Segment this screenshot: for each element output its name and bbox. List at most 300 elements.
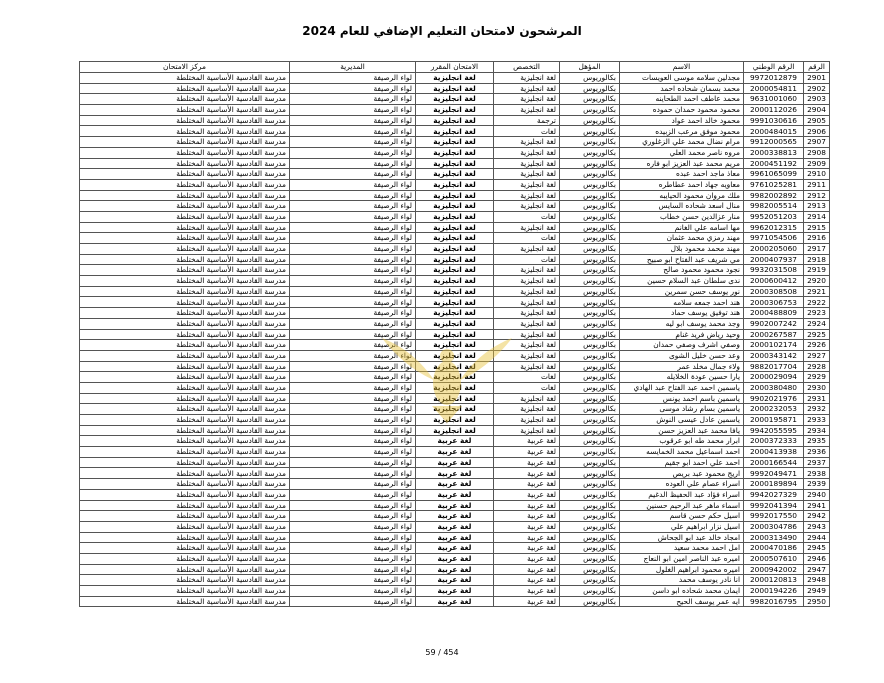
cell-qualification: بكالوريوس: [560, 479, 620, 490]
cell-serial: 2923: [804, 308, 830, 319]
cell-directorate: لواء الرصيفة: [290, 265, 416, 276]
cell-serial: 2912: [804, 190, 830, 201]
cell-specialization: لغة عربية: [494, 586, 560, 597]
cell-specialization: لغة عربية: [494, 500, 560, 511]
cell-center: مدرسة القادسية الأساسية المختلطة: [80, 147, 290, 158]
cell-specialization: لغة انجليزية: [494, 179, 560, 190]
cell-national-id: 2000166544: [744, 457, 804, 468]
cell-name: معاويه جهاد احمد عطاطره: [620, 179, 744, 190]
cell-serial: 2901: [804, 73, 830, 84]
table-header-row: [80, 62, 830, 73]
cell-exam: لغة انجليزية: [416, 404, 494, 415]
cell-exam: لغة عربية: [416, 447, 494, 458]
cell-serial: 2919: [804, 265, 830, 276]
cell-qualification: بكالوريوس: [560, 436, 620, 447]
cell-exam: لغة انجليزية: [416, 233, 494, 244]
cell-specialization: لغة انجليزية: [494, 73, 560, 84]
cell-exam: لغة عربية: [416, 553, 494, 564]
table-row: [80, 222, 830, 233]
cell-name: مها اسامه علي الغانم: [620, 222, 744, 233]
table-row: [80, 361, 830, 372]
cell-specialization: لغة انجليزية: [494, 276, 560, 287]
cell-exam: لغة انجليزية: [416, 286, 494, 297]
cell-specialization: لغة انجليزية: [494, 393, 560, 404]
cell-center: مدرسة القادسية الأساسية المختلطة: [80, 222, 290, 233]
cell-qualification: بكالوريوس: [560, 500, 620, 511]
cell-directorate: لواء الرصيفة: [290, 489, 416, 500]
table-row: [80, 158, 830, 169]
cell-serial: 2935: [804, 436, 830, 447]
cell-qualification: بكالوريوس: [560, 137, 620, 148]
cell-qualification: بكالوريوس: [560, 489, 620, 500]
cell-national-id: 2000195871: [744, 415, 804, 426]
cell-national-id: 2000942002: [744, 564, 804, 575]
cell-directorate: لواء الرصيفة: [290, 511, 416, 522]
table-row: [80, 511, 830, 522]
cell-national-id: 9912000565: [744, 137, 804, 148]
cell-serial: 2946: [804, 553, 830, 564]
cell-exam: لغة انجليزية: [416, 361, 494, 372]
cell-directorate: لواء الرصيفة: [290, 340, 416, 351]
cell-qualification: بكالوريوس: [560, 126, 620, 137]
cell-specialization: لغة عربية: [494, 457, 560, 468]
cell-national-id: 2000120813: [744, 575, 804, 586]
cell-directorate: لواء الرصيفة: [290, 222, 416, 233]
cell-exam: لغة انجليزية: [416, 179, 494, 190]
cell-exam: لغة انجليزية: [416, 105, 494, 116]
header-directorate: المديرية: [290, 62, 416, 73]
cell-exam: لغة انجليزية: [416, 115, 494, 126]
cell-center: مدرسة القادسية الأساسية المختلطة: [80, 329, 290, 340]
cell-serial: 2903: [804, 94, 830, 105]
cell-national-id: 9962012315: [744, 222, 804, 233]
cell-specialization: لغة انجليزية: [494, 415, 560, 426]
cell-specialization: لغة عربية: [494, 436, 560, 447]
table-row: [80, 404, 830, 415]
cell-center: مدرسة القادسية الأساسية المختلطة: [80, 318, 290, 329]
cell-name: اسراء عصام علي العوده: [620, 479, 744, 490]
cell-national-id: 2000484015: [744, 126, 804, 137]
cell-serial: 2948: [804, 575, 830, 586]
cell-qualification: بكالوريوس: [560, 404, 620, 415]
cell-specialization: لغات: [494, 233, 560, 244]
cell-specialization: لغة عربية: [494, 564, 560, 575]
cell-center: مدرسة القادسية الأساسية المختلطة: [80, 297, 290, 308]
cell-center: مدرسة القادسية الأساسية المختلطة: [80, 350, 290, 361]
cell-center: مدرسة القادسية الأساسية المختلطة: [80, 436, 290, 447]
header-qualification: المؤهل: [560, 62, 620, 73]
cell-center: مدرسة القادسية الأساسية المختلطة: [80, 233, 290, 244]
cell-exam: لغة عربية: [416, 521, 494, 532]
cell-national-id: 2000205060: [744, 244, 804, 255]
cell-exam: لغة انجليزية: [416, 169, 494, 180]
cell-name: ياسمين عادل عيسى النوش: [620, 415, 744, 426]
cell-name: ياسمين بسام رشاد موسى: [620, 404, 744, 415]
cell-name: مهند محمد محمود بلال: [620, 244, 744, 255]
table-row: [80, 553, 830, 564]
cell-center: مدرسة القادسية الأساسية المختلطة: [80, 596, 290, 607]
table-row: [80, 83, 830, 94]
table-row: [80, 340, 830, 351]
cell-serial: 2931: [804, 393, 830, 404]
cell-qualification: بكالوريوس: [560, 586, 620, 597]
cell-name: ايمان محمد شحاده ابو داسن: [620, 586, 744, 597]
cell-serial: 2914: [804, 211, 830, 222]
cell-center: مدرسة القادسية الأساسية المختلطة: [80, 211, 290, 222]
cell-qualification: بكالوريوس: [560, 382, 620, 393]
cell-qualification: بكالوريوس: [560, 393, 620, 404]
cell-directorate: لواء الرصيفة: [290, 211, 416, 222]
cell-serial: 2943: [804, 521, 830, 532]
cell-center: مدرسة القادسية الأساسية المختلطة: [80, 575, 290, 586]
cell-qualification: بكالوريوس: [560, 94, 620, 105]
cell-national-id: 9992049471: [744, 468, 804, 479]
cell-serial: 2945: [804, 543, 830, 554]
table-row: [80, 457, 830, 468]
table-row: [80, 297, 830, 308]
cell-serial: 2926: [804, 340, 830, 351]
cell-center: مدرسة القادسية الأساسية المختلطة: [80, 115, 290, 126]
cell-directorate: لواء الرصيفة: [290, 308, 416, 319]
table-row: [80, 73, 830, 84]
cell-exam: لغة انجليزية: [416, 254, 494, 265]
cell-directorate: لواء الرصيفة: [290, 233, 416, 244]
cell-national-id: 2000112026: [744, 105, 804, 116]
table-row: [80, 105, 830, 116]
cell-national-id: 2000189894: [744, 479, 804, 490]
table-row: [80, 94, 830, 105]
cell-directorate: لواء الرصيفة: [290, 137, 416, 148]
cell-qualification: بكالوريوس: [560, 415, 620, 426]
cell-national-id: 2000102174: [744, 340, 804, 351]
cell-national-id: 9932031508: [744, 265, 804, 276]
cell-serial: 2933: [804, 415, 830, 426]
cell-qualification: بكالوريوس: [560, 73, 620, 84]
header-specialization: التخصص: [494, 62, 560, 73]
cell-name: اسماء ماهر عبد الرحيم حسنين: [620, 500, 744, 511]
cell-directorate: لواء الرصيفة: [290, 73, 416, 84]
cell-qualification: بكالوريوس: [560, 511, 620, 522]
cell-specialization: لغة انجليزية: [494, 94, 560, 105]
cell-name: اسيل نزار ابراهيم علي: [620, 521, 744, 532]
cell-serial: 2921: [804, 286, 830, 297]
table-row: [80, 147, 830, 158]
cell-directorate: لواء الرصيفة: [290, 596, 416, 607]
table-row: [80, 265, 830, 276]
cell-center: مدرسة القادسية الأساسية المختلطة: [80, 564, 290, 575]
table-row: [80, 244, 830, 255]
cell-serial: 2939: [804, 479, 830, 490]
cell-name: انا نادر يوسف محمد: [620, 575, 744, 586]
cell-exam: لغة انجليزية: [416, 329, 494, 340]
cell-center: مدرسة القادسية الأساسية المختلطة: [80, 340, 290, 351]
cell-center: مدرسة القادسية الأساسية المختلطة: [80, 73, 290, 84]
cell-exam: لغة انجليزية: [416, 94, 494, 105]
cell-name: مرام نضال محمد علي الزغلوري: [620, 137, 744, 148]
table-row: [80, 233, 830, 244]
cell-center: مدرسة القادسية الأساسية المختلطة: [80, 500, 290, 511]
cell-specialization: لغة انجليزية: [494, 222, 560, 233]
cell-center: مدرسة القادسية الأساسية المختلطة: [80, 447, 290, 458]
cell-specialization: لغة عربية: [494, 521, 560, 532]
cell-serial: 2909: [804, 158, 830, 169]
cell-exam: لغة انجليزية: [416, 393, 494, 404]
cell-specialization: لغة عربية: [494, 489, 560, 500]
cell-specialization: ترجمة: [494, 115, 560, 126]
cell-specialization: لغات: [494, 211, 560, 222]
cell-center: مدرسة القادسية الأساسية المختلطة: [80, 415, 290, 426]
table-row: [80, 169, 830, 180]
cell-qualification: بكالوريوس: [560, 158, 620, 169]
cell-exam: لغة عربية: [416, 586, 494, 597]
cell-directorate: لواء الرصيفة: [290, 286, 416, 297]
cell-qualification: بكالوريوس: [560, 297, 620, 308]
cell-qualification: بكالوريوس: [560, 564, 620, 575]
table-row: [80, 468, 830, 479]
cell-directorate: لواء الرصيفة: [290, 457, 416, 468]
cell-serial: 2940: [804, 489, 830, 500]
cell-directorate: لواء الرصيفة: [290, 190, 416, 201]
cell-directorate: لواء الرصيفة: [290, 147, 416, 158]
cell-national-id: 9992041394: [744, 500, 804, 511]
cell-specialization: لغة انجليزية: [494, 361, 560, 372]
cell-center: مدرسة القادسية الأساسية المختلطة: [80, 169, 290, 180]
cell-center: مدرسة القادسية الأساسية المختلطة: [80, 286, 290, 297]
cell-name: منار عزالدين حسن خطاب: [620, 211, 744, 222]
cell-specialization: لغة انجليزية: [494, 425, 560, 436]
cell-qualification: بكالوريوس: [560, 244, 620, 255]
cell-center: مدرسة القادسية الأساسية المختلطة: [80, 425, 290, 436]
cell-exam: لغة عربية: [416, 468, 494, 479]
cell-directorate: لواء الرصيفة: [290, 350, 416, 361]
cell-directorate: لواء الرصيفة: [290, 83, 416, 94]
cell-qualification: بكالوريوس: [560, 308, 620, 319]
cell-qualification: بكالوريوس: [560, 201, 620, 212]
cell-national-id: 9902021976: [744, 393, 804, 404]
cell-serial: 2905: [804, 115, 830, 126]
cell-name: يافا محمد عبد العزيز حسن: [620, 425, 744, 436]
cell-qualification: بكالوريوس: [560, 147, 620, 158]
page-number: 59 / 454: [425, 648, 459, 657]
cell-qualification: بكالوريوس: [560, 83, 620, 94]
cell-specialization: لغة انجليزية: [494, 329, 560, 340]
table-row: [80, 415, 830, 426]
cell-center: مدرسة القادسية الأساسية المختلطة: [80, 105, 290, 116]
cell-directorate: لواء الرصيفة: [290, 94, 416, 105]
cell-specialization: لغة عربية: [494, 575, 560, 586]
cell-specialization: لغة انجليزية: [494, 244, 560, 255]
cell-name: محمد عاطف احمد الطحاينه: [620, 94, 744, 105]
cell-name: وجد محمد يوسف ابو ليه: [620, 318, 744, 329]
cell-name: ياسمين احمد عبد الفتاح عبد الهادي: [620, 382, 744, 393]
cell-directorate: لواء الرصيفة: [290, 372, 416, 383]
cell-qualification: بكالوريوس: [560, 340, 620, 351]
cell-serial: 2916: [804, 233, 830, 244]
table-row: [80, 596, 830, 607]
cell-national-id: 2000380480: [744, 382, 804, 393]
table-row: [80, 447, 830, 458]
cell-specialization: لغات: [494, 126, 560, 137]
cell-national-id: 9991030616: [744, 115, 804, 126]
cell-directorate: لواء الرصيفة: [290, 158, 416, 169]
cell-center: مدرسة القادسية الأساسية المختلطة: [80, 468, 290, 479]
cell-name: مجدلين سلامه موسى العويسات: [620, 73, 744, 84]
cell-name: ولاء جمال مخلد عمر: [620, 361, 744, 372]
cell-exam: لغة انجليزية: [416, 372, 494, 383]
cell-name: احمد علي احمد ابو جقيم: [620, 457, 744, 468]
cell-center: مدرسة القادسية الأساسية المختلطة: [80, 308, 290, 319]
cell-exam: لغة انجليزية: [416, 126, 494, 137]
cell-serial: 2942: [804, 511, 830, 522]
cell-name: وعد حسن خليل الشوى: [620, 350, 744, 361]
cell-serial: 2920: [804, 276, 830, 287]
cell-specialization: لغة عربية: [494, 596, 560, 607]
cell-national-id: 9992017550: [744, 511, 804, 522]
cell-exam: لغة انجليزية: [416, 190, 494, 201]
table-row: [80, 532, 830, 543]
cell-national-id: 2000194226: [744, 586, 804, 597]
cell-center: مدرسة القادسية الأساسية المختلطة: [80, 137, 290, 148]
cell-directorate: لواء الرصيفة: [290, 254, 416, 265]
cell-name: نجود محمود محمود صالح: [620, 265, 744, 276]
cell-name: امل احمد محمد سعيد: [620, 543, 744, 554]
cell-exam: لغة انجليزية: [416, 73, 494, 84]
cell-serial: 2917: [804, 244, 830, 255]
cell-national-id: 2000308508: [744, 286, 804, 297]
cell-name: ندى سلطان عبد السلام حسين: [620, 276, 744, 287]
cell-qualification: بكالوريوس: [560, 265, 620, 276]
cell-qualification: بكالوريوس: [560, 329, 620, 340]
table-row: [80, 543, 830, 554]
cell-specialization: لغة انجليزية: [494, 318, 560, 329]
table-row: [80, 500, 830, 511]
cell-name: اميره محمود ابراهيم الغلول: [620, 564, 744, 575]
cell-serial: 2911: [804, 179, 830, 190]
cell-directorate: لواء الرصيفة: [290, 468, 416, 479]
cell-name: يارا حسين عودة الخلايله: [620, 372, 744, 383]
cell-exam: لغة انجليزية: [416, 244, 494, 255]
cell-qualification: بكالوريوس: [560, 286, 620, 297]
cell-qualification: بكالوريوس: [560, 361, 620, 372]
cell-name: منال اسعد شحاده السايس: [620, 201, 744, 212]
cell-name: محمود خالد احمد عواد: [620, 115, 744, 126]
cell-name: نور يوسف حسن سمرين: [620, 286, 744, 297]
table-row: [80, 115, 830, 126]
table-row: [80, 286, 830, 297]
cell-name: اميره عبد الناصر امين ابو النعاج: [620, 553, 744, 564]
cell-exam: لغة عربية: [416, 489, 494, 500]
cell-serial: 2910: [804, 169, 830, 180]
cell-serial: 2930: [804, 382, 830, 393]
cell-qualification: بكالوريوس: [560, 179, 620, 190]
cell-national-id: 9902007242: [744, 318, 804, 329]
table-row: [80, 564, 830, 575]
cell-serial: 2922: [804, 297, 830, 308]
cell-national-id: 2000343142: [744, 350, 804, 361]
cell-center: مدرسة القادسية الأساسية المختلطة: [80, 372, 290, 383]
cell-exam: لغة عربية: [416, 511, 494, 522]
cell-exam: لغة انجليزية: [416, 137, 494, 148]
cell-specialization: لغة انجليزية: [494, 169, 560, 180]
cell-national-id: 9942027329: [744, 489, 804, 500]
cell-specialization: لغة انجليزية: [494, 105, 560, 116]
cell-directorate: لواء الرصيفة: [290, 575, 416, 586]
cell-directorate: لواء الرصيفة: [290, 479, 416, 490]
cell-exam: لغة عربية: [416, 500, 494, 511]
table-row: [80, 201, 830, 212]
cell-name: وصفي اشرف وصفي حمدان: [620, 340, 744, 351]
cell-exam: لغة عربية: [416, 532, 494, 543]
cell-directorate: لواء الرصيفة: [290, 415, 416, 426]
header-serial: الرقم: [804, 62, 830, 73]
cell-qualification: بكالوريوس: [560, 521, 620, 532]
cell-national-id: 2000600412: [744, 276, 804, 287]
table-row: [80, 521, 830, 532]
header-center: مركز الامتحان: [80, 62, 290, 73]
table-row: [80, 489, 830, 500]
cell-directorate: لواء الرصيفة: [290, 393, 416, 404]
cell-name: امجاد خالد عبد ابو الجحاش: [620, 532, 744, 543]
cell-directorate: لواء الرصيفة: [290, 404, 416, 415]
cell-center: مدرسة القادسية الأساسية المختلطة: [80, 265, 290, 276]
cell-serial: 2927: [804, 350, 830, 361]
cell-exam: لغة انجليزية: [416, 211, 494, 222]
cell-national-id: 9882017704: [744, 361, 804, 372]
cell-specialization: لغة انجليزية: [494, 297, 560, 308]
cell-serial: 2944: [804, 532, 830, 543]
cell-qualification: بكالوريوس: [560, 169, 620, 180]
cell-specialization: لغات: [494, 382, 560, 393]
cell-center: مدرسة القادسية الأساسية المختلطة: [80, 190, 290, 201]
cell-serial: 2904: [804, 105, 830, 116]
cell-specialization: لغة انجليزية: [494, 201, 560, 212]
cell-qualification: بكالوريوس: [560, 468, 620, 479]
cell-national-id: 9631001060: [744, 94, 804, 105]
cell-exam: لغة عربية: [416, 436, 494, 447]
cell-directorate: لواء الرصيفة: [290, 436, 416, 447]
cell-specialization: لغة عربية: [494, 511, 560, 522]
cell-qualification: بكالوريوس: [560, 543, 620, 554]
cell-national-id: 2000413938: [744, 447, 804, 458]
cell-national-id: 9971054506: [744, 233, 804, 244]
cell-exam: لغة عربية: [416, 457, 494, 468]
cell-name: ايه عمر يوسف الحيح: [620, 596, 744, 607]
cell-center: مدرسة القادسية الأساسية المختلطة: [80, 126, 290, 137]
cell-name: مريم محمد عبد العزيز ابو فاره: [620, 158, 744, 169]
cell-national-id: 2000313490: [744, 532, 804, 543]
cell-serial: 2936: [804, 447, 830, 458]
cell-serial: 2941: [804, 500, 830, 511]
cell-center: مدرسة القادسية الأساسية المختلطة: [80, 254, 290, 265]
cell-serial: 2934: [804, 425, 830, 436]
cell-qualification: بكالوريوس: [560, 233, 620, 244]
cell-exam: لغة عربية: [416, 543, 494, 554]
table-row: [80, 211, 830, 222]
cell-serial: 2928: [804, 361, 830, 372]
cell-exam: لغة عربية: [416, 575, 494, 586]
cell-specialization: لغة انجليزية: [494, 404, 560, 415]
cell-serial: 2949: [804, 586, 830, 597]
table-row: [80, 318, 830, 329]
cell-center: مدرسة القادسية الأساسية المختلطة: [80, 457, 290, 468]
cell-exam: لغة انجليزية: [416, 382, 494, 393]
cell-serial: 2938: [804, 468, 830, 479]
cell-directorate: لواء الرصيفة: [290, 425, 416, 436]
cell-center: مدرسة القادسية الأساسية المختلطة: [80, 532, 290, 543]
cell-name: مي شريف عبد الفتاح ابو صبيح: [620, 254, 744, 265]
cell-name: ملك مروان محمود الحيايبه: [620, 190, 744, 201]
cell-center: مدرسة القادسية الأساسية المختلطة: [80, 521, 290, 532]
